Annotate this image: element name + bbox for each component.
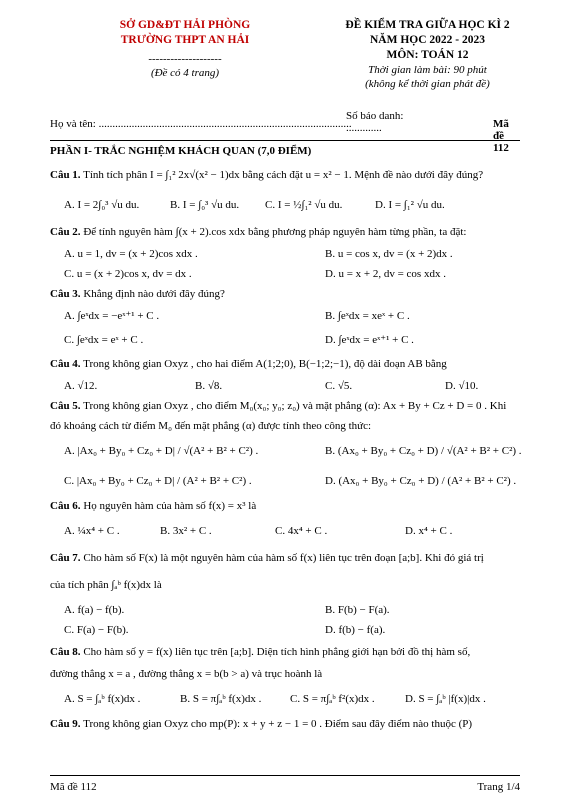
option-d[interactable]: D. u = x + 2, dv = cos xdx .	[325, 268, 446, 280]
option-c[interactable]: C. √5.	[325, 380, 353, 392]
option-a[interactable]: A. S = ∫ₐᵇ f(x)dx .	[64, 693, 141, 705]
question-2-options-row1	[50, 244, 520, 264]
exam-content	[50, 142, 520, 734]
option-b[interactable]: B. S = π∫ₐᵇ f(x)dx .	[180, 693, 262, 705]
question-1: Câu 1. Tính tích phân I = ∫₁² 2x√(x² − 1)dx bằng cách đặt u = x² − 1. Mệnh đề nào dưới đây đúng?	[50, 169, 484, 181]
question-7-text-cont: của tích phân ∫ₐᵇ f(x)dx là	[50, 579, 162, 591]
question-5-options-row1	[50, 436, 520, 466]
question-3-text: Khẳng định nào dưới đây đúng?	[83, 288, 225, 300]
option-c[interactable]: C. u = (x + 2)cos x, dv = dx .	[64, 268, 192, 280]
question-2-options-row2	[50, 264, 520, 284]
option-b[interactable]: B. I = ∫₀³ √u du.	[170, 199, 240, 211]
question-7-options-row2	[50, 620, 520, 640]
header-divider	[50, 140, 520, 141]
question-6-options	[50, 516, 520, 546]
footer-page-number: Trang 1/4	[477, 781, 520, 793]
question-4: Câu 4. Trong không gian Oxyz , cho hai điểm A(1;2;0), B(−1;2;−1), độ dài đoạn AB bằng	[50, 358, 447, 370]
pages-note: (Đề có 4 trang)	[150, 67, 220, 79]
option-a[interactable]: A. I = 2∫₀³ √u du.	[64, 199, 140, 211]
question-8-options	[50, 684, 520, 714]
name-field[interactable]: Họ và tên: ............................................................................................	[50, 118, 352, 130]
sbd-label: Số báo danh:	[346, 110, 404, 122]
option-c[interactable]: C. S = π∫ₐᵇ f²(x)dx .	[290, 693, 375, 705]
question-3: Câu 3. Khẳng định nào dưới đây đúng?	[50, 288, 225, 300]
footer-exam-code: Mã đề 112	[50, 781, 97, 793]
question-7-options-row1	[50, 600, 520, 620]
option-c[interactable]: C. F(a) − F(b).	[64, 624, 129, 636]
question-1-options	[50, 190, 520, 220]
option-c[interactable]: C. ∫eˣdx = eˣ + C .	[64, 334, 144, 346]
question-9: Câu 9. Trong không gian Oxyz cho mp(P): x + y + z − 1 = 0 . Điểm sau đây điểm nào thuộc (P)	[50, 718, 473, 730]
time-note: (không kể thời gian phát đề)	[365, 78, 490, 90]
question-7-text: Cho hàm số F(x) là một nguyên hàm của hàm số f(x) liên tục trên đoạn [a;b]. Khi đó giá trị	[83, 552, 484, 564]
option-c[interactable]: C. 4x⁴ + C .	[275, 525, 328, 537]
header-dashes: --------------------	[148, 53, 222, 65]
option-a[interactable]: A. ∫eˣdx = −eˣ⁺¹ + C .	[64, 310, 160, 322]
option-d[interactable]: D. (Ax₀ + By₀ + Cz₀ + D) / (A² + B² + C²) .	[325, 475, 517, 487]
option-d[interactable]: D. x⁴ + C .	[405, 525, 453, 537]
option-c[interactable]: C. |Ax₀ + By₀ + Cz₀ + D| / (A² + B² + C²) .	[64, 475, 252, 487]
option-d[interactable]: D. ∫eˣdx = eˣ⁺¹ + C .	[325, 334, 414, 346]
option-c[interactable]: C. I = ½∫₁² √u du.	[265, 199, 343, 211]
question-3-options-row2	[50, 328, 520, 352]
option-b[interactable]: B. 3x² + C .	[160, 525, 212, 537]
school-year: NĂM HỌC 2022 - 2023	[370, 34, 485, 46]
option-b[interactable]: B. F(b) − F(a).	[325, 604, 390, 616]
question-4-text: Trong không gian Oxyz , cho hai điểm A(1;2;0), B(−1;2;−1), độ dài đoạn AB bằng	[83, 358, 447, 370]
section-title: PHẦN I- TRẮC NGHIỆM KHÁCH QUAN (7,0 ĐIỂM)	[50, 145, 312, 157]
option-d[interactable]: D. f(b) − f(a).	[325, 624, 386, 636]
question-9-text: Trong không gian Oxyz cho mp(P): x + y + z − 1 = 0 . Điểm sau đây điểm nào thuộc (P)	[83, 718, 473, 730]
exam-code: Mã đề 112	[493, 118, 509, 154]
question-2: Câu 2. Để tính nguyên hàm ∫(x + 2).cos xdx bằng phương pháp nguyên hàm từng phần, ta đặt:	[50, 226, 467, 238]
exam-title: ĐỀ KIỂM TRA GIỮA HỌC KÌ 2	[345, 19, 510, 31]
question-5-text: Trong không gian Oxyz , cho điểm M₀(x₀; y₀; z₀) và mặt phẳng (α): Ax + By + Cz + D = 0 . Khi	[83, 400, 507, 412]
option-a[interactable]: A. √12.	[64, 380, 98, 392]
question-1-text: Tính tích phân I = ∫₁² 2x√(x² − 1)dx bằng cách đặt u = x² − 1. Mệnh đề nào dưới đây đúng?	[83, 169, 484, 181]
question-7: Câu 7. Cho hàm số F(x) là một nguyên hàm của hàm số f(x) liên tục trên đoạn [a;b]. Khi đó giá trị	[50, 552, 484, 564]
option-b[interactable]: B. √8.	[195, 380, 223, 392]
subject: MÔN: TOÁN 12	[386, 49, 469, 61]
option-b[interactable]: B. u = cos x, dv = (x + 2)dx .	[325, 248, 453, 260]
option-d[interactable]: D. √10.	[445, 380, 479, 392]
option-d[interactable]: D. I = ∫₁² √u du.	[375, 199, 445, 211]
question-4-options	[50, 376, 520, 396]
question-5-text-cont: đó khoảng cách từ điểm M₀ đến mặt phẳng (α) được tính theo công thức:	[50, 420, 372, 432]
option-a[interactable]: A. |Ax₀ + By₀ + Cz₀ + D| / √(A² + B² + C²) .	[64, 445, 259, 457]
sbd-dots: .............	[346, 122, 382, 134]
option-d[interactable]: D. S = ∫ₐᵇ |f(x)|dx .	[405, 693, 486, 705]
option-a[interactable]: A. ¼x⁴ + C .	[64, 525, 120, 537]
question-8-text: Cho hàm số y = f(x) liên tục trên [a;b]. Diện tích hình phẳng giới hạn bởi đồ thị hàm số,	[83, 646, 471, 658]
sbd-field[interactable]	[346, 110, 403, 134]
option-b[interactable]: B. ∫eˣdx = xeˣ + C .	[325, 310, 410, 322]
option-a[interactable]: A. u = 1, dv = (x + 2)cos xdx .	[64, 248, 198, 260]
question-6: Câu 6. Họ nguyên hàm của hàm số f(x) = x³ là	[50, 500, 257, 512]
question-5-options-row2	[50, 466, 520, 496]
question-6-text: Họ nguyên hàm của hàm số f(x) = x³ là	[83, 500, 257, 512]
question-8: Câu 8. Cho hàm số y = f(x) liên tục trên [a;b]. Diện tích hình phẳng giới hạn bởi đồ thị hàm số,	[50, 646, 471, 658]
question-3-options-row1	[50, 304, 520, 328]
header-left	[60, 18, 310, 80]
option-b[interactable]: B. (Ax₀ + By₀ + Cz₀ + D) / √(A² + B² + C²) .	[325, 445, 522, 457]
question-8-text-cont: đường thẳng x = a , đường thẳng x = b(b > a) và trục hoành là	[50, 668, 323, 680]
question-5: Câu 5. Trong không gian Oxyz , cho điểm M₀(x₀; y₀; z₀) và mặt phẳng (α): Ax + By + Cz + D = 0 . Khi	[50, 400, 507, 412]
school-name: TRƯỜNG THPT AN HẢI	[120, 34, 250, 46]
question-2-text: Để tính nguyên hàm ∫(x + 2).cos xdx bằng phương pháp nguyên hàm từng phần, ta đặt:	[83, 226, 467, 238]
header-right	[300, 18, 555, 91]
option-a[interactable]: A. f(a) − f(b).	[64, 604, 125, 616]
dept-name: SỞ GD&ĐT HẢI PHÒNG	[119, 19, 251, 31]
time-limit: Thời gian làm bài: 90 phút	[368, 64, 487, 76]
page-footer	[50, 775, 520, 793]
